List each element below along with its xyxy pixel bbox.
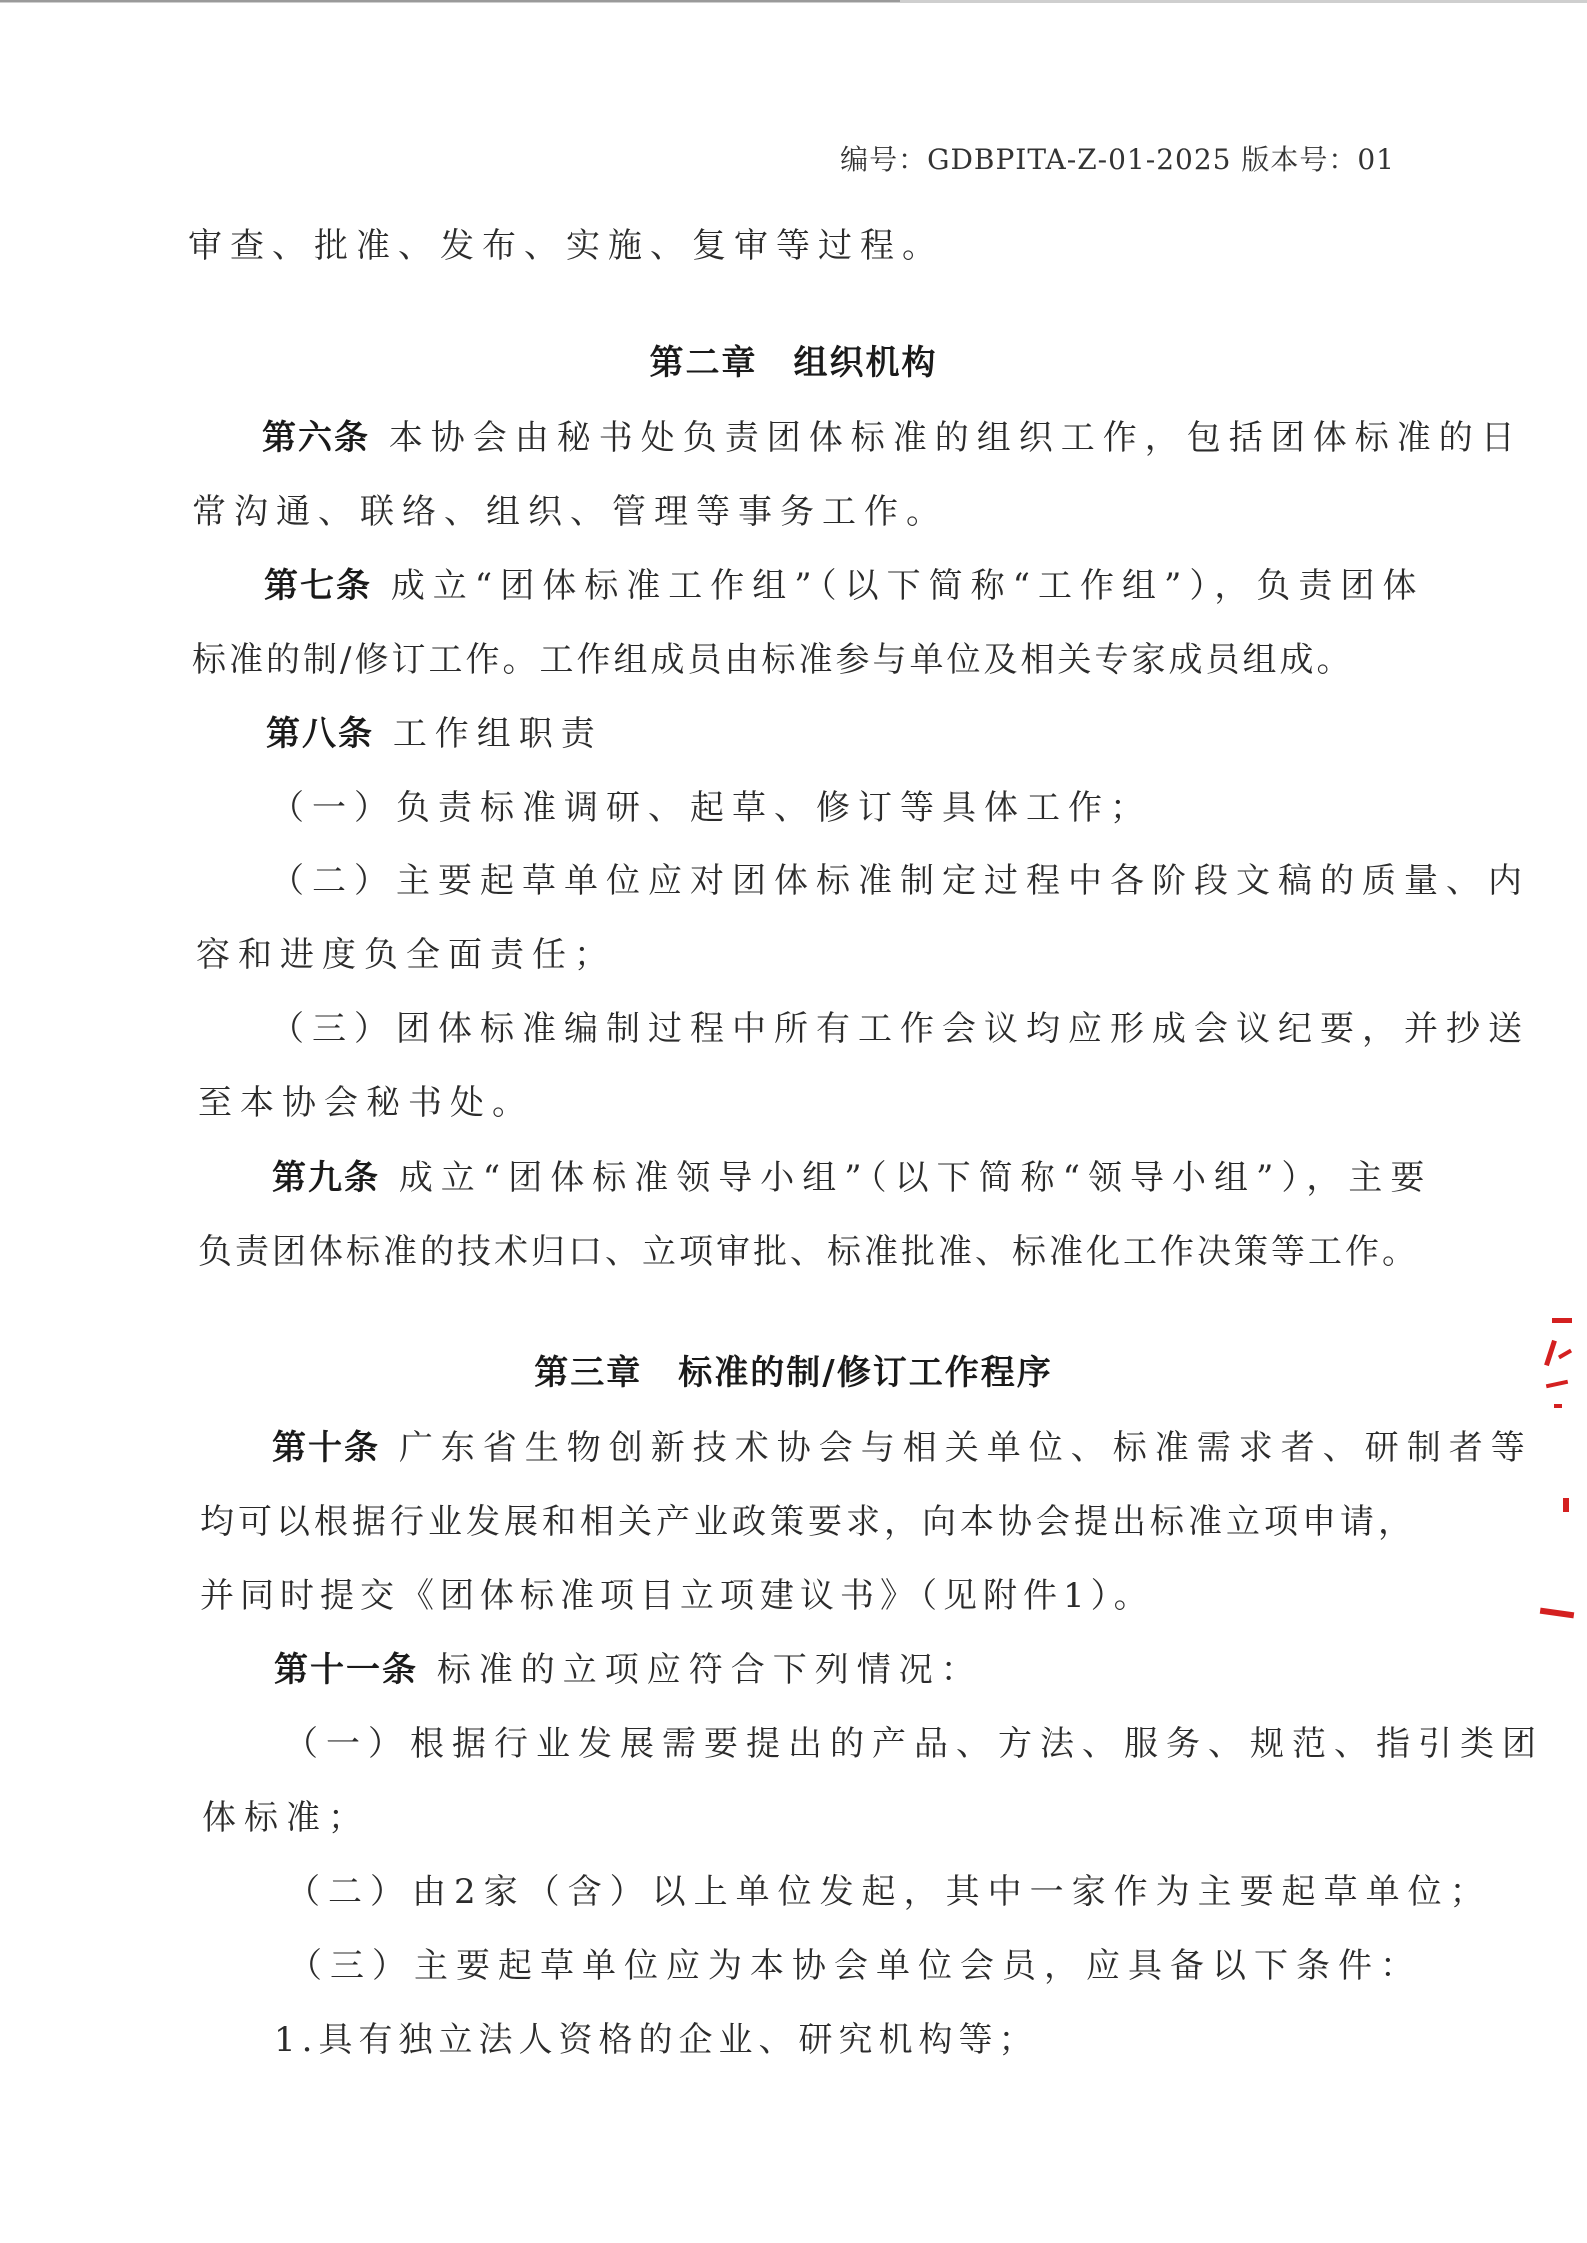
article-text: 成立“团体标准工作组”（以下简称“工作组”），负责团体 <box>390 566 1425 606</box>
text-line: 均可以根据行业发展和相关产业政策要求，向本协会提出标准立项申请， <box>200 1502 1416 1542</box>
document-code: 编号：GDBPITA-Z-01-2025 版本号：01 <box>840 143 1395 176</box>
article-text: 广东省生物创新技术协会与相关单位、标准需求者、研制者等 <box>398 1428 1533 1468</box>
article-text: 工作组职责 <box>392 714 603 754</box>
list-item: （三）主要起草单位应为本协会单位会员，应具备以下条件： <box>288 1946 1422 1986</box>
list-item: （一）根据行业发展需要提出的产品、方法、服务、规范、指引类团 <box>284 1724 1544 1764</box>
chapter-heading-3 <box>0 1345 1587 1394</box>
list-item: （三）团体标准编制过程中所有工作会议均应形成会议纪要，并抄送 <box>270 1009 1530 1049</box>
chapter-number: 第三章 <box>534 1353 643 1393</box>
text-line: 常沟通、联络、组织、管理等事务工作。 <box>192 492 948 532</box>
article-label: 第十条 <box>272 1428 380 1468</box>
article-text: 标准的立项应符合下列情况： <box>436 1650 983 1690</box>
article-text: 本协会由秘书处负责团体标准的组织工作，包括团体标准的日 <box>388 418 1523 458</box>
article-label: 第十一条 <box>274 1650 418 1690</box>
article-label: 第六条 <box>262 418 370 458</box>
article-label: 第九条 <box>272 1158 380 1198</box>
text-line: 并同时提交《团体标准项目立项建议书》（见附件1）。 <box>200 1576 1154 1616</box>
list-item: （二）由2家（含）以上单位发起，其中一家作为主要起草单位； <box>286 1872 1492 1912</box>
text-line: 体标准； <box>202 1798 370 1838</box>
text-line: 负责团体标准的技术归口、立项审批、标准批准、标准化工作决策等工作。 <box>198 1232 1419 1272</box>
list-item: （一）负责标准调研、起草、修订等具体工作； <box>270 788 1152 828</box>
chapter-title: 组织机构 <box>793 343 938 383</box>
text-line: 容和进度负全面责任； <box>196 935 616 975</box>
article-8 <box>266 706 603 755</box>
article-7 <box>264 558 1424 607</box>
article-6 <box>262 410 1523 459</box>
article-11 <box>274 1642 983 1691</box>
text-line: 标准的制/修订工作。工作组成员由标准参与单位及相关专家成员组成。 <box>192 640 1354 680</box>
scan-top-edge-shadow <box>0 0 900 2</box>
list-item: 1.具有独立法人资格的企业、研究机构等； <box>274 2020 1039 2060</box>
text-line: 审查、批准、发布、实施、复审等过程。 <box>188 226 944 266</box>
article-label: 第八条 <box>266 714 374 754</box>
chapter-number: 第二章 <box>649 343 758 383</box>
article-10 <box>272 1420 1533 1469</box>
text-line: 至本协会秘书处。 <box>198 1083 534 1123</box>
article-label: 第七条 <box>264 566 372 606</box>
chapter-title: 标准的制/修订工作程序 <box>678 1353 1053 1393</box>
chapter-heading-2 <box>0 335 1587 384</box>
article-text: 成立“团体标准领导小组”（以下简称“领导小组”），主要 <box>398 1158 1433 1198</box>
list-item: （二）主要起草单位应对团体标准制定过程中各阶段文稿的质量、内 <box>270 861 1530 901</box>
article-9 <box>272 1150 1432 1199</box>
